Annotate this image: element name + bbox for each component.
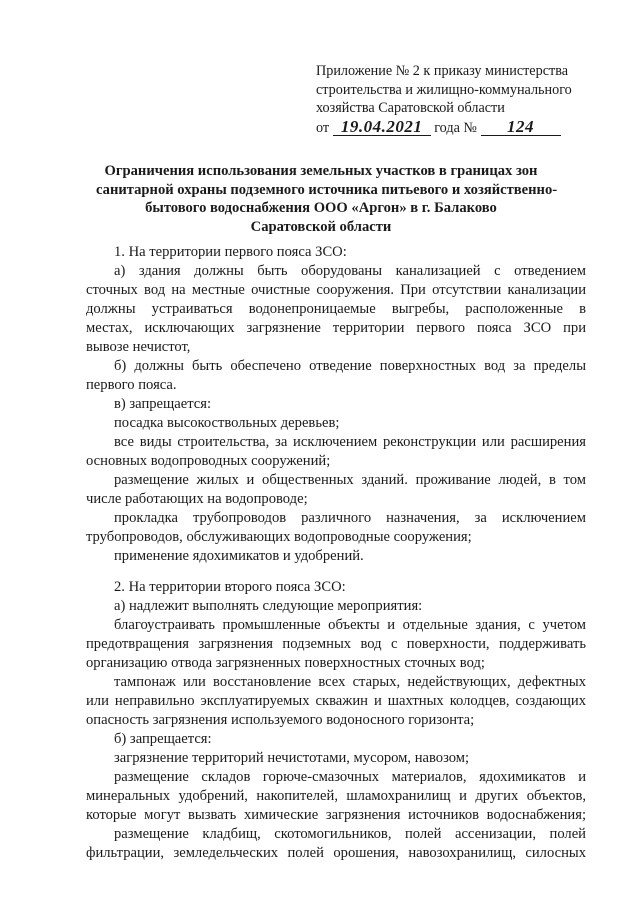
appendix-line-3: хозяйства Саратовской области — [316, 100, 505, 116]
text-line: а) надлежит выполнять следующие мероприятия: — [114, 598, 423, 614]
text-line: тампонаж или восстановление всех старых, недействующих, дефектных — [114, 674, 586, 690]
text-line: б) запрещается: — [114, 731, 212, 747]
section-1-heading: 1. На территории первого пояса ЗСО: — [114, 244, 347, 260]
section-2-heading: 2. На территории второго пояса ЗСО: — [114, 579, 346, 595]
text-line: местах, исключающих загрязнение территории первого пояса ЗСО при — [86, 320, 586, 336]
document-title — [96, 162, 558, 236]
text-line: фильтрации, земледельческих полей орошения, навозохранилищ, силосных — [86, 845, 586, 861]
text-line: или неправильно эксплуатируемых скважин и шахтных колодцев, создающих — [86, 693, 586, 709]
appendix-block — [316, 62, 606, 137]
text-line: размещение складов горюче-смазочных материалов, ядохимикатов и — [114, 769, 586, 785]
text-line: первого пояса. — [86, 377, 177, 393]
text-line: в) запрещается: — [114, 396, 212, 412]
text-line: посадка высокоствольных деревьев; — [114, 415, 340, 431]
text-line: благоустраивать промышленные объекты и отдельные здания, с учетом — [114, 617, 586, 633]
handwritten-date: 19.04.2021 — [333, 118, 431, 136]
text-line: должны устраиваться водонепроницаемые выгребы, расположенные в — [86, 301, 586, 317]
title-line-3: бытового водоснабжения ООО «Аргон» в г. Балаково — [145, 200, 497, 216]
appendix-line-2: строительства и жилищно-коммунального — [316, 81, 572, 98]
appendix-line-1: Приложение № 2 к приказу министерства — [316, 63, 569, 79]
text-line: основных водопроводных сооружений; — [86, 453, 331, 469]
text-line: размещение кладбищ, скотомогильников, полей ассенизации, полей — [114, 826, 586, 842]
text-line: загрязнение территорий нечистотами, мусором, навозом; — [114, 750, 470, 766]
text-line: применение ядохимикатов и удобрений. — [114, 548, 364, 564]
text-line: организацию отвода загрязненных поверхностных сточных вод; — [86, 655, 485, 671]
title-line-4: Саратовской области — [250, 218, 392, 235]
title-line-2: санитарной охраны подземного источника питьевого и хозяйственно- — [96, 181, 558, 198]
text-line: числе работающих на водопроводе; — [86, 491, 308, 507]
text-line: б) должны быть обеспечено отведение поверхностных вод за пределы — [114, 358, 586, 374]
number-prefix: года № — [434, 119, 477, 136]
title-line-1: Ограничения использования земельных участков в границах зон — [104, 163, 538, 179]
text-line: все виды строительства, за исключением реконструкции или расширения — [114, 434, 586, 450]
date-prefix: от — [316, 119, 330, 136]
text-line: вывозе нечистот, — [86, 339, 191, 355]
text-line: прокладка трубопроводов различного назначения, за исключением — [114, 510, 586, 526]
text-line: размещение жилых и общественных зданий. проживание людей, в том — [114, 472, 586, 488]
text-line: предотвращения загрязнения подземных вод с поверхности, поддерживать — [86, 636, 586, 652]
text-line: трубопроводов, обслуживающих водопроводные сооружения; — [86, 529, 472, 545]
text-line: а) здания должны быть оборудованы канализацией с отведением — [114, 263, 586, 279]
handwritten-number: 124 — [481, 118, 561, 136]
text-line: сточных вод на местные очистные сооружения. При отсутствии канализации — [86, 282, 586, 298]
text-line: которые могут вызвать химические загрязнения источников водоснабжения; — [86, 807, 586, 823]
appendix-date-line — [316, 118, 606, 138]
text-line: минеральных удобрений, накопителей, шламохранилищ и других объектов, — [86, 788, 586, 804]
text-line: опасность загрязнения используемого водоносного горизонта; — [86, 712, 475, 728]
